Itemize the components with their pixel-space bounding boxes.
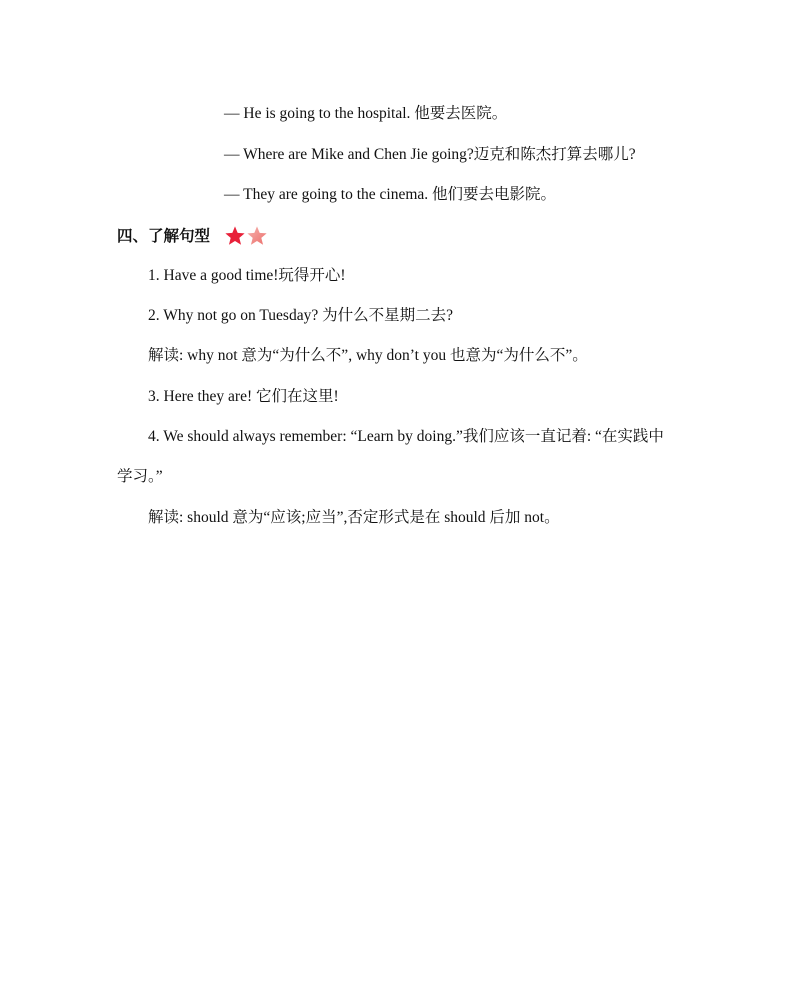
explanation-should: 解读: should 意为“应该;应当”,否定形式是在 should 后加 not。: [148, 509, 560, 526]
dialogue-line-2: — Where are Mike and Chen Jie going?迈克和陈杰打算去哪儿?: [224, 146, 636, 163]
dialogue-line-3: — They are going to the cinema. 他们要去电影院。: [224, 186, 557, 203]
dialogue-line-1: — He is going to the hospital. 他要去医院。: [224, 105, 508, 122]
difficulty-stars: [224, 225, 268, 247]
star-icon: [224, 225, 246, 247]
section-heading: [117, 224, 268, 248]
item-1: 1. Have a good time!玩得开心!: [148, 267, 346, 284]
explanation-why-not: 解读: why not 意为“为什么不”, why don’t you 也意为“为什么不”。: [148, 347, 588, 364]
star-icon: [246, 225, 268, 247]
item-2: 2. Why not go on Tuesday? 为什么不星期二去?: [148, 307, 453, 324]
item-4-continued: 学习。”: [117, 468, 163, 485]
item-4: 4. We should always remember: “Learn by doing.”我们应该一直记着: “在实践中: [148, 428, 664, 445]
section-title: 四、了解句型: [117, 227, 211, 245]
item-3: 3. Here they are! 它们在这里!: [148, 388, 339, 405]
